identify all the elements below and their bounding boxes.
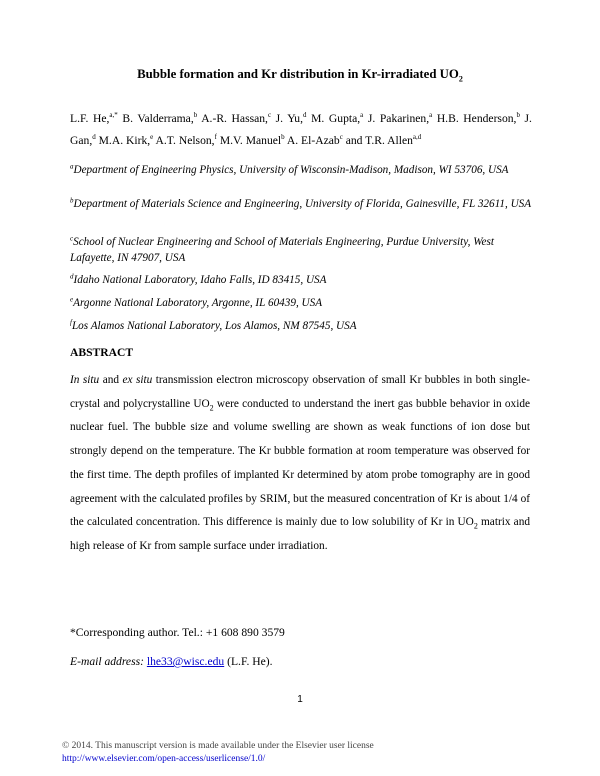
license-text: © 2014. This manuscript version is made available under the Elsevier user license xyxy=(62,741,374,751)
email-label: E-mail address: xyxy=(70,655,144,668)
author: M. Gupta,$^a$ xyxy=(311,111,364,125)
affiliation-c: $^c$School of Nuclear Engineering and School of Materials Engineering, Purdue University, West Lafayette, IN 47907, USA xyxy=(70,234,494,264)
author-list xyxy=(70,108,532,151)
affiliation-e: $^e$Argonne National Laboratory, Argonne, IL 60439, USA xyxy=(70,295,323,309)
author: M.A. Kirk,$^e$ xyxy=(98,132,154,147)
abstract-heading: ABSTRACT xyxy=(70,346,134,359)
paper-title xyxy=(0,66,600,82)
affiliation-f: $^f$Los Alamos National Laboratory, Los Alamos, NM 87545, USA xyxy=(70,318,357,332)
author: B. Valderrama,$^b$ xyxy=(122,111,198,125)
affiliation-d: $^d$Idaho National Laboratory, Idaho Falls, ID 83415, USA xyxy=(70,272,327,286)
license-footer xyxy=(62,740,374,765)
author: L.F. He,$^{a,*}$ xyxy=(70,111,118,125)
paper-title-subscript: 2 xyxy=(458,74,463,84)
author: J. Yu,$^d$ xyxy=(275,111,307,125)
author: J. Pakarinen,$^a$ xyxy=(367,111,433,125)
author: J. Gan,$^d$ xyxy=(70,112,532,147)
license-link[interactable]: http://www.elsevier.com/open-access/userlicense/1.0/ xyxy=(62,753,266,764)
paper-title-text: Bubble formation and Kr distribution in Kr-irradiated UO xyxy=(137,67,459,81)
author: A. El-Azab$^c$ xyxy=(286,132,343,147)
affiliation-b: $^b$Department of Materials Science and Engineering, University of Florida, Gainesville, FL 32611, USA xyxy=(70,196,532,210)
author: M.V. Manuel$^b$ xyxy=(219,132,285,147)
corresponding-author-note: *Corresponding author. Tel.: +1 608 890 3579 xyxy=(70,626,285,639)
email-link[interactable]: lhe33@wisc.edu xyxy=(146,655,225,668)
author: A.T. Nelson,$^f$ xyxy=(155,132,217,147)
abstract-body: In situ and ex situ transmission electron microscopy observation of small Kr bubbles in both single-crystal and polycrystalline $UO_2$ were conducted to understand the inert gas bubble behavior in oxide nuclear fuel. The bubble size and volume swelling are shown as weak functions of ion dose but strongly depend on the temperature. The Kr bubble formation at room temperature was observed for the first time. The depth profiles of implanted Kr determined by atom probe tomography are in good agreement with the calculated profiles by SRIM, but the measured concentration of Kr is about 1/4 of the calculated concentration. This difference is mainly due to low solubility of Kr in $UO_2$ matrix and high release of Kr from sample surface under irradiation. xyxy=(70,374,530,552)
author: A.-R. Hassan,$^c$ xyxy=(201,111,272,125)
affiliation-a: $^a$Department of Engineering Physics, University of Wisconsin-Madison, Madison, WI 53706, USA xyxy=(70,162,509,176)
page-number: 1 xyxy=(297,694,303,705)
email-line: E-mail address: lhe33@wisc.edu (L.F. He). xyxy=(70,655,273,668)
author: and T.R. Allen$^{a,d}$ xyxy=(345,132,422,147)
author: H.B. Henderson,$^b$ xyxy=(436,111,520,125)
